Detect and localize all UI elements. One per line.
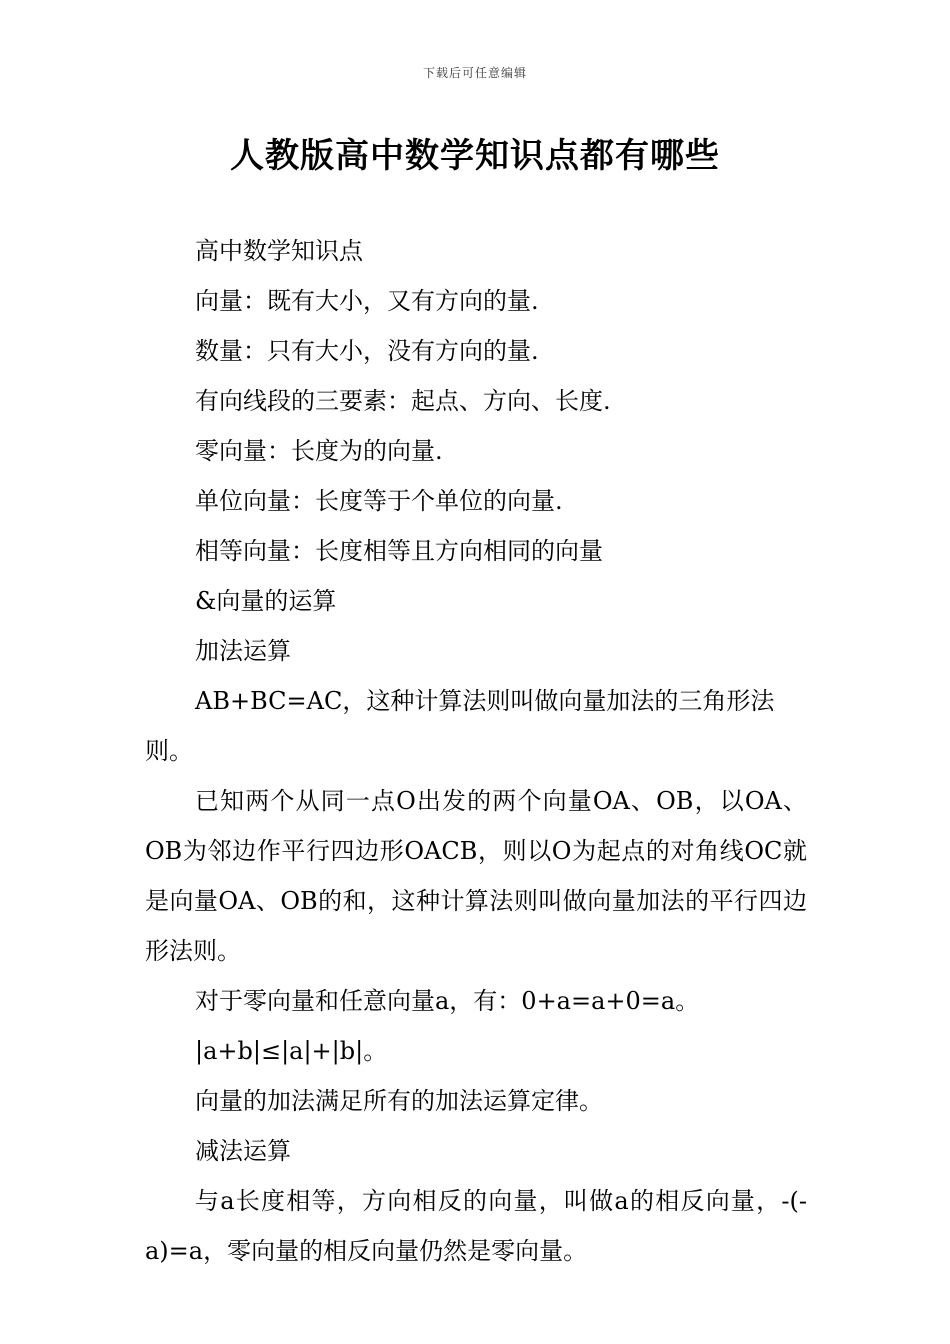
paragraph: 零向量：长度为的向量. bbox=[195, 437, 443, 465]
paragraph: &向量的运算 bbox=[195, 587, 337, 615]
paragraph: 向量的加法满足所有的加法运算定律。 bbox=[195, 1087, 603, 1115]
paragraph: 单位向量：长度等于个单位的向量. bbox=[195, 487, 563, 515]
paragraph: 加法运算 bbox=[195, 637, 291, 665]
document-body bbox=[145, 226, 807, 1276]
paragraph: 与a长度相等，方向相反的向量，叫做a的相反向量，-(-a)=a，零向量的相反向量仍然是零向量。 bbox=[145, 1187, 807, 1265]
paragraph: 有向线段的三要素：起点、方向、长度. bbox=[195, 387, 611, 415]
header-note: 下载后可任意编辑 bbox=[422, 66, 527, 80]
paragraph: |a+b|≤|a|+|b|。 bbox=[195, 1037, 388, 1065]
paragraph: 减法运算 bbox=[195, 1137, 291, 1165]
paragraph: 数量：只有大小，没有方向的量. bbox=[195, 337, 539, 365]
paragraph: 向量：既有大小，又有方向的量. bbox=[195, 287, 539, 315]
paragraph: AB+BC=AC，这种计算法则叫做向量加法的三角形法则。 bbox=[145, 687, 775, 765]
paragraph: 高中数学知识点 bbox=[195, 237, 363, 265]
paragraph: 相等向量：长度相等且方向相同的向量 bbox=[195, 537, 603, 565]
page-title: 人教版高中数学知识点都有哪些 bbox=[230, 136, 720, 176]
paragraph: 已知两个从同一点O出发的两个向量OA、OB，以OA、OB为邻边作平行四边形OACB，则以O为起点的对角线OC就是向量OA、OB的和，这种计算法则叫做向量加法的平行四边形法则。 bbox=[145, 787, 807, 965]
paragraph: 对于零向量和任意向量a，有：0+a=a+0=a。 bbox=[195, 987, 700, 1015]
